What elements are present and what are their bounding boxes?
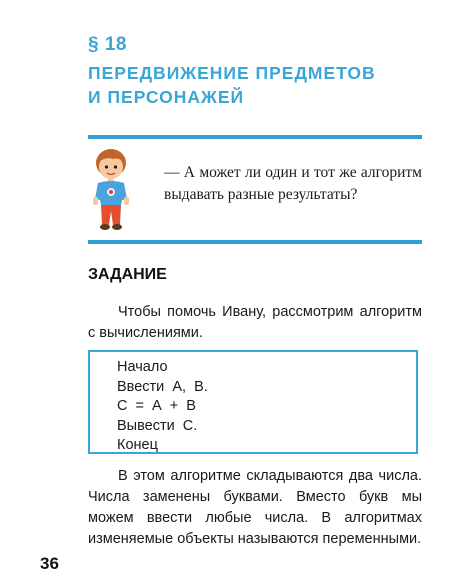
- algorithm-line-output: Вывести С.: [117, 417, 198, 434]
- boy-icon: [86, 147, 136, 233]
- algorithm-line-start: Начало: [117, 359, 168, 375]
- task-intro-text: Чтобы помочь Ивану, рассмотрим алгоритм с вычислениями.: [88, 304, 422, 341]
- page-title: [88, 61, 376, 109]
- dialogue-quote: — А может ли один и тот же алгоритм выдавать разные результаты?: [164, 164, 422, 203]
- algorithm-line-sum: С = А + В: [117, 398, 196, 414]
- algorithm-line-end: Конец: [117, 437, 158, 453]
- page-number: 36: [40, 554, 59, 573]
- divider-top: [88, 135, 422, 139]
- explanation-text: В этом алгоритме складываются два числа. Числа заменены буквами. Вместо букв мы можем ввести любые числа. В алгоритмах изменяемые объекты называются переменными.: [88, 468, 422, 547]
- algorithm-line-input: Ввести А, В.: [117, 378, 208, 395]
- explanation: [88, 466, 422, 550]
- task-heading: ЗАДАНИЕ: [88, 266, 167, 283]
- algorithm-lines: [117, 358, 208, 456]
- divider-bottom: [88, 240, 422, 244]
- task-intro: [88, 302, 422, 344]
- page-title-line-2: И ПЕРСОНАЖЕЙ: [88, 87, 245, 107]
- section-number: § 18: [88, 34, 127, 55]
- page-title-line-1: ПЕРЕДВИЖЕНИЕ ПРЕДМЕТОВ: [88, 63, 376, 83]
